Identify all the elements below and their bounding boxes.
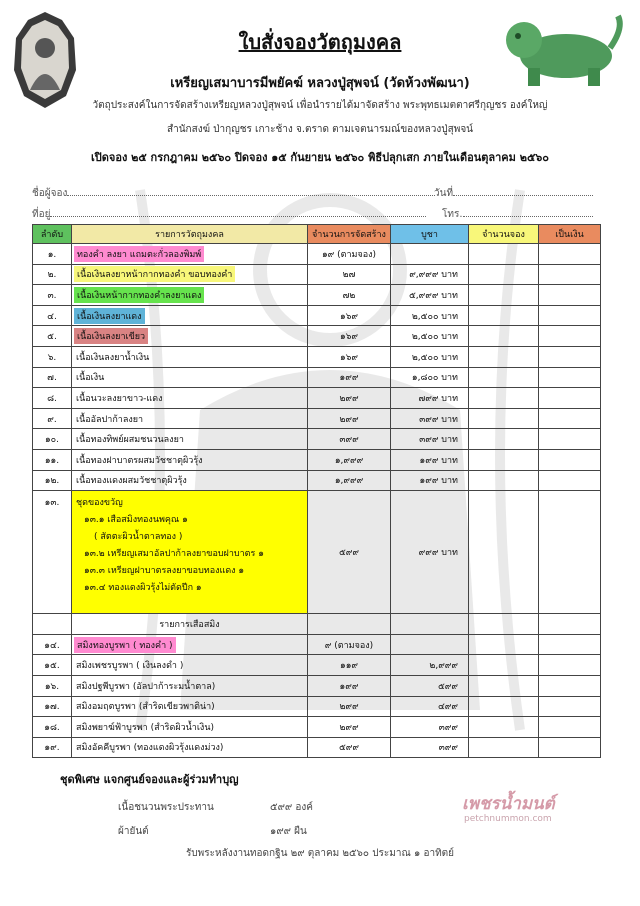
table-row [33,634,601,655]
amount-input[interactable] [539,717,601,738]
order-qty-input[interactable] [469,470,539,491]
row-item-cell [72,737,308,758]
row-qty: ๒๙๙ [339,722,359,733]
row-no-cell [33,429,72,450]
row-price-cell [391,737,469,758]
table-row [33,326,601,347]
row-no: ๑๒. [44,476,60,487]
row-item: ทองคำ ลงยา แถมตะกั่วลองพิมพ์ [74,246,204,262]
row-qty: ๑๙ (ตามจอง) [321,249,377,260]
row-item: สมิงพยาฆ์ฟ้าบูรพา (สำริดผิวน้ำเงิน) [76,722,214,733]
amount-input[interactable] [539,367,601,388]
row-price: ๑๙๙ บาท [419,476,458,487]
row-qty-cell [308,737,391,758]
row-no: ๙. [47,414,57,425]
table-row [33,244,601,265]
purpose-text: วัตถุประสงค์ในการจัดสร้างเหรียญหลวงปู่สุพจน์ เพื่อนำรายได้มาจัดสร้าง พระพุทธเมตตาศรีกุญชร องค์ใหญ่ [92,100,548,111]
date-label: วันที่ [434,188,454,199]
booking-dates: เปิดจอง ๒๕ กรกฎาคม ๒๕๖๐ ปิดจอง ๑๕ กันยายน ๒๕๖๐ พิธีปลุกเสก ภายในเดือนตุลาคม ๒๕๖๐ [91,151,549,164]
row-no: ๑. [47,249,57,260]
order-qty-input[interactable] [469,429,539,450]
row-price: ๔๙๙ [438,702,458,713]
row-qty: ๒๙๙ [339,393,359,404]
order-qty-input[interactable] [469,346,539,367]
empty-cell [308,614,391,635]
order-qty-input[interactable] [469,305,539,326]
gift-set-line: ( สัตตะผิวน้ำตาลทอง ) [94,532,183,543]
name-label: ชื่อผู้จอง [32,188,68,199]
row-no: ๑๘. [44,722,60,733]
row-price-cell [391,346,469,367]
row-item-cell [72,675,308,696]
row-no: ๖. [47,352,57,363]
monk-medallion-logo [12,10,78,110]
row-price: ๓๙๙ บาท [419,435,458,446]
phone-label: โทร. [442,209,463,220]
row-price: ๓๙๙ บาท [419,414,458,425]
row-price: ๒,๕๐๐ บาท [411,332,458,343]
row-item: สมิงอมฤตบูรพา (สำริดเขียวพาติน่า) [76,702,215,713]
table-row [33,737,601,758]
row-no: ๗. [47,373,57,384]
row-item-cell [72,449,308,470]
row-item: เนื้อทองฝาบาตรผสมวัชชาตุผิวรุ้ง [76,455,203,466]
row-qty-cell [308,388,391,409]
phone-field[interactable] [442,207,593,222]
row-price: ๒,๕๐๐ บาท [411,352,458,363]
row-qty-cell [308,696,391,717]
header-item: รายการวัตถุมงคล [72,225,308,244]
order-qty-input[interactable] [469,244,539,265]
row-item: เนื้อเงินหน้ากากทองคำลงยาแดง [74,287,204,303]
row-qty-cell [308,470,391,491]
row-price: ๕,๙๙๙ บาท [408,290,458,301]
order-qty-input[interactable] [469,388,539,409]
row-price: ๙,๙๙๙ บาท [409,270,458,281]
order-qty-input[interactable] [469,367,539,388]
row-price-cell [391,696,469,717]
brand-watermark: เพชรน้ำมนต์ [462,794,555,814]
row-qty-cell [308,634,391,655]
empty-cell [391,614,469,635]
table-row [33,429,601,450]
empty-cell [33,614,72,635]
row-no-cell [33,470,72,491]
row-no: ๕. [47,332,57,343]
row-no: ๒. [47,270,57,281]
row-qty: ๑๙๙ [339,681,359,692]
row-qty-cell [308,655,391,676]
row-no-cell [33,634,72,655]
row-price: ๑๙๙ บาท [419,455,458,466]
header-qty: จำนวนการจัดสร้าง [308,225,391,244]
table-row [33,388,601,409]
special-set-title: ชุดพิเศษ แจกศูนย์จองและผู้ร่วมทำบุญ [60,773,239,786]
row-qty-cell [308,367,391,388]
row-qty-cell [308,449,391,470]
row-no: ๓. [47,290,57,301]
row-item-cell [72,634,308,655]
order-qty-input[interactable] [469,717,539,738]
row-qty-cell [308,305,391,326]
order-qty-input[interactable] [469,491,539,614]
row-price-cell [391,388,469,409]
row-price-cell [391,470,469,491]
row-price-cell [391,408,469,429]
row-item-cell [72,696,308,717]
amount-input[interactable] [539,346,601,367]
row-item-cell [72,470,308,491]
row-item: เนื้อเงิน [76,373,105,384]
order-qty-input[interactable] [469,696,539,717]
row-no: ๑๗. [44,702,60,713]
row-price-cell [391,326,469,347]
amount-input[interactable] [539,634,601,655]
row-item: เนื้อเงินลงยาน้ำเงิน [76,352,150,363]
row-no: ๑๙. [44,743,60,754]
amount-input[interactable] [539,264,601,285]
date-field[interactable] [434,186,593,201]
row-item: สมิงทองบูรพา ( ทองคำ ) [74,637,176,653]
row-item-cell [72,388,308,409]
row-price: ๓๙๙ [438,722,458,733]
amount-input[interactable] [539,655,601,676]
row-qty: ๑๖๙ [339,332,359,343]
row-qty: ๑๙๙ [339,373,359,384]
row-price-cell [391,367,469,388]
row-no-cell [33,449,72,470]
gift-set-line: ๑๓.๑ เสือสมิงทองนพคุณ ๑ [84,515,188,526]
special-item-qty: ๕๙๙ องค์ [270,802,313,813]
row-item-cell [72,408,308,429]
row-price-cell [391,634,469,655]
special-item-label: ผ้ายันต์ [118,826,149,837]
amount-input[interactable] [539,326,601,347]
row-no: ๘. [47,393,57,404]
row-price: ๒,๙๙๙ [429,661,458,672]
amount-input[interactable] [539,470,601,491]
row-price: ๑,๘๐๐ บาท [411,373,458,384]
row-item-cell [72,346,308,367]
order-qty-input[interactable] [469,326,539,347]
row-item: เนื้อเงินลงยาหน้ากากทองคำ ขอบทองคำ [74,266,235,282]
row-qty-cell [308,346,391,367]
row-item-cell [72,305,308,326]
order-qty-input[interactable] [469,408,539,429]
row-item-cell [72,244,308,265]
table-row [33,264,601,285]
row-no: ๑๐. [44,435,60,446]
order-qty-input[interactable] [469,655,539,676]
row-qty-cell [308,429,391,450]
amount-input[interactable] [539,696,601,717]
order-qty-input[interactable] [469,449,539,470]
table-row [33,346,601,367]
address-label: ที่อยู่ [32,209,51,220]
row-no-cell [33,264,72,285]
amount-input[interactable] [539,305,601,326]
row-no-cell [33,388,72,409]
table-row [33,285,601,306]
row-item-cell [72,264,308,285]
row-qty: ๑๖๙ [339,352,359,363]
order-qty-input[interactable] [469,737,539,758]
gift-set-line: ๑๓.๔ ทองแดงผิวรุ้งไม่ตัดปีก ๑ [84,583,202,594]
row-item: เนื้อนวะลงยาขาว-แดง [76,393,163,404]
row-item: เนื้อเงินลงยาแดง [74,308,145,324]
row-qty-cell [308,326,391,347]
gift-set-items [72,491,308,614]
row-no: ๑๓. [33,491,72,614]
row-price-cell [391,655,469,676]
order-qty-input[interactable] [469,264,539,285]
header-no: ลำดับ [33,225,72,244]
row-qty-cell [308,717,391,738]
row-item: เนื้อเงินลงยาเขียว [74,328,148,344]
row-no-cell [33,285,72,306]
order-qty-input[interactable] [469,634,539,655]
row-item-cell [72,717,308,738]
row-price: ๗๙๙ บาท [418,393,458,404]
empty-cell [539,614,601,635]
row-qty: ๒๗ [342,270,356,281]
table-row [33,675,601,696]
row-no-cell [33,737,72,758]
gift-set-line: ๑๓.๒ เหรียญเสมาอัลปาก้าลงยาขอบฝาบาตร ๑ [84,549,264,560]
table-row [33,305,601,326]
header-amount: เป็นเงิน [539,225,601,244]
row-price: ๕๙๙ [438,681,458,692]
row-price-cell [391,244,469,265]
gift-set-line: ๑๓.๓ เหรียญฝาบาตรลงยาขอบทองแดง ๑ [84,566,245,577]
row-qty: ๑๑๙ [339,661,359,672]
amount-input[interactable] [539,737,601,758]
row-price: ๒,๕๐๐ บาท [411,311,458,322]
order-qty-input[interactable] [469,675,539,696]
order-qty-input[interactable] [469,285,539,306]
row-qty: ๕๙๙ [339,743,359,754]
row-no-cell [33,244,72,265]
row-no-cell [33,326,72,347]
row-qty: ๒๙๙ [339,702,359,713]
page-subtitle: เหรียญเสมาบารมีพยัคฆ์ หลวงปู่สุพจน์ (วัดห้วงพัฒนา) [170,76,470,91]
special-item-label: เนื้อชนวนพระประทาน [118,802,214,813]
row-qty: ๙ (ตามจอง) [324,640,374,651]
row-no: ๑๔. [44,640,60,651]
amount-input[interactable] [539,675,601,696]
row-item: สมิงปฐพีบูรพา (อัลปาก้าระมน้ำตาล) [76,681,216,692]
row-qty-cell [308,285,391,306]
row-qty: ๕๙๙ [308,491,391,614]
row-no-cell [33,717,72,738]
row-qty-cell [308,264,391,285]
row-item-cell [72,285,308,306]
table-header-row [33,225,601,244]
row-no-cell [33,655,72,676]
table-row-gift-set [33,491,601,614]
row-price-cell [391,675,469,696]
row-item-cell [72,655,308,676]
row-price-cell [391,264,469,285]
row-qty-cell [308,675,391,696]
row-item: เนื้อทองทิพย์ผสมชนวนลงยา [76,435,184,446]
pickup-note: รับพระหลังงานทอดกฐิน ๒๙ ตุลาคม ๒๕๖๐ ประมาณ ๑ อาทิตย์ [185,848,455,859]
row-qty: ๗๒ [342,290,356,301]
row-no-cell [33,675,72,696]
amount-input[interactable] [539,491,601,614]
row-no-cell [33,305,72,326]
table-row [33,717,601,738]
section-row [33,614,601,635]
row-price-cell [391,449,469,470]
header-order-qty: จำนวนจอง [469,225,539,244]
special-item-qty: ๑๙๙ ผืน [270,826,307,837]
row-qty: ๑,๙๙๙ [334,455,364,466]
table-row [33,696,601,717]
address-field[interactable] [32,207,426,222]
office-text: สำนักสงฆ์ ป่ากุญชร เกาะช้าง จ.ตราด ตามเจตนารมณ์ของหลวงปู่สุพจน์ [166,124,474,135]
row-no: ๔. [47,311,57,322]
row-item: เนื้ออัลปาก้าลงยา [76,414,144,425]
table-row [33,408,601,429]
row-price-cell [391,429,469,450]
amount-input[interactable] [539,388,601,409]
order-table [32,224,601,758]
row-price-cell [391,305,469,326]
row-price-cell [391,717,469,738]
row-price-cell [391,285,469,306]
table-row [33,449,601,470]
header-price: บูชา [391,225,469,244]
row-qty: ๓๙๙ [339,435,359,446]
row-qty: ๒๙๙ [339,414,359,425]
row-no-cell [33,346,72,367]
amount-input[interactable] [539,449,601,470]
brand-url: petchnummon.com [464,814,552,824]
row-price: ๙๙๙ บาท [391,491,469,614]
amount-input[interactable] [539,408,601,429]
row-no: ๑๑. [44,455,60,466]
table-row [33,655,601,676]
page-title: ใบสั่งจองวัตถุมงคล [238,30,402,54]
row-item: สมิงอัคคีบูรพา (ทองแดงผิวรุ้งแดงม่วง) [76,743,224,754]
row-no-cell [33,408,72,429]
table-row [33,367,601,388]
table-row [33,470,601,491]
gift-set-line: ชุดของขวัญ [76,498,123,509]
row-item-cell [72,429,308,450]
amount-input[interactable] [539,285,601,306]
row-item-cell [72,326,308,347]
row-no: ๑๖. [44,681,60,692]
amount-input[interactable] [539,429,601,450]
row-qty-cell [308,408,391,429]
row-item: เนื้อทองแดงผสมวัชชาตุผิวรุ้ง [76,476,187,487]
row-no: ๑๕. [44,661,60,672]
row-qty-cell [308,244,391,265]
name-field[interactable] [32,186,435,201]
amount-input[interactable] [539,244,601,265]
row-price: ๓๙๙ [438,743,458,754]
row-item: สมิงเพชรบูรพา ( เงินลงดำ ) [76,661,184,672]
row-qty: ๑๖๙ [339,311,359,322]
row-qty: ๑,๙๙๙ [334,476,364,487]
tiger-section-label: รายการเสือสมิง [72,614,308,635]
row-no-cell [33,367,72,388]
empty-cell [469,614,539,635]
row-no-cell [33,696,72,717]
row-item-cell [72,367,308,388]
